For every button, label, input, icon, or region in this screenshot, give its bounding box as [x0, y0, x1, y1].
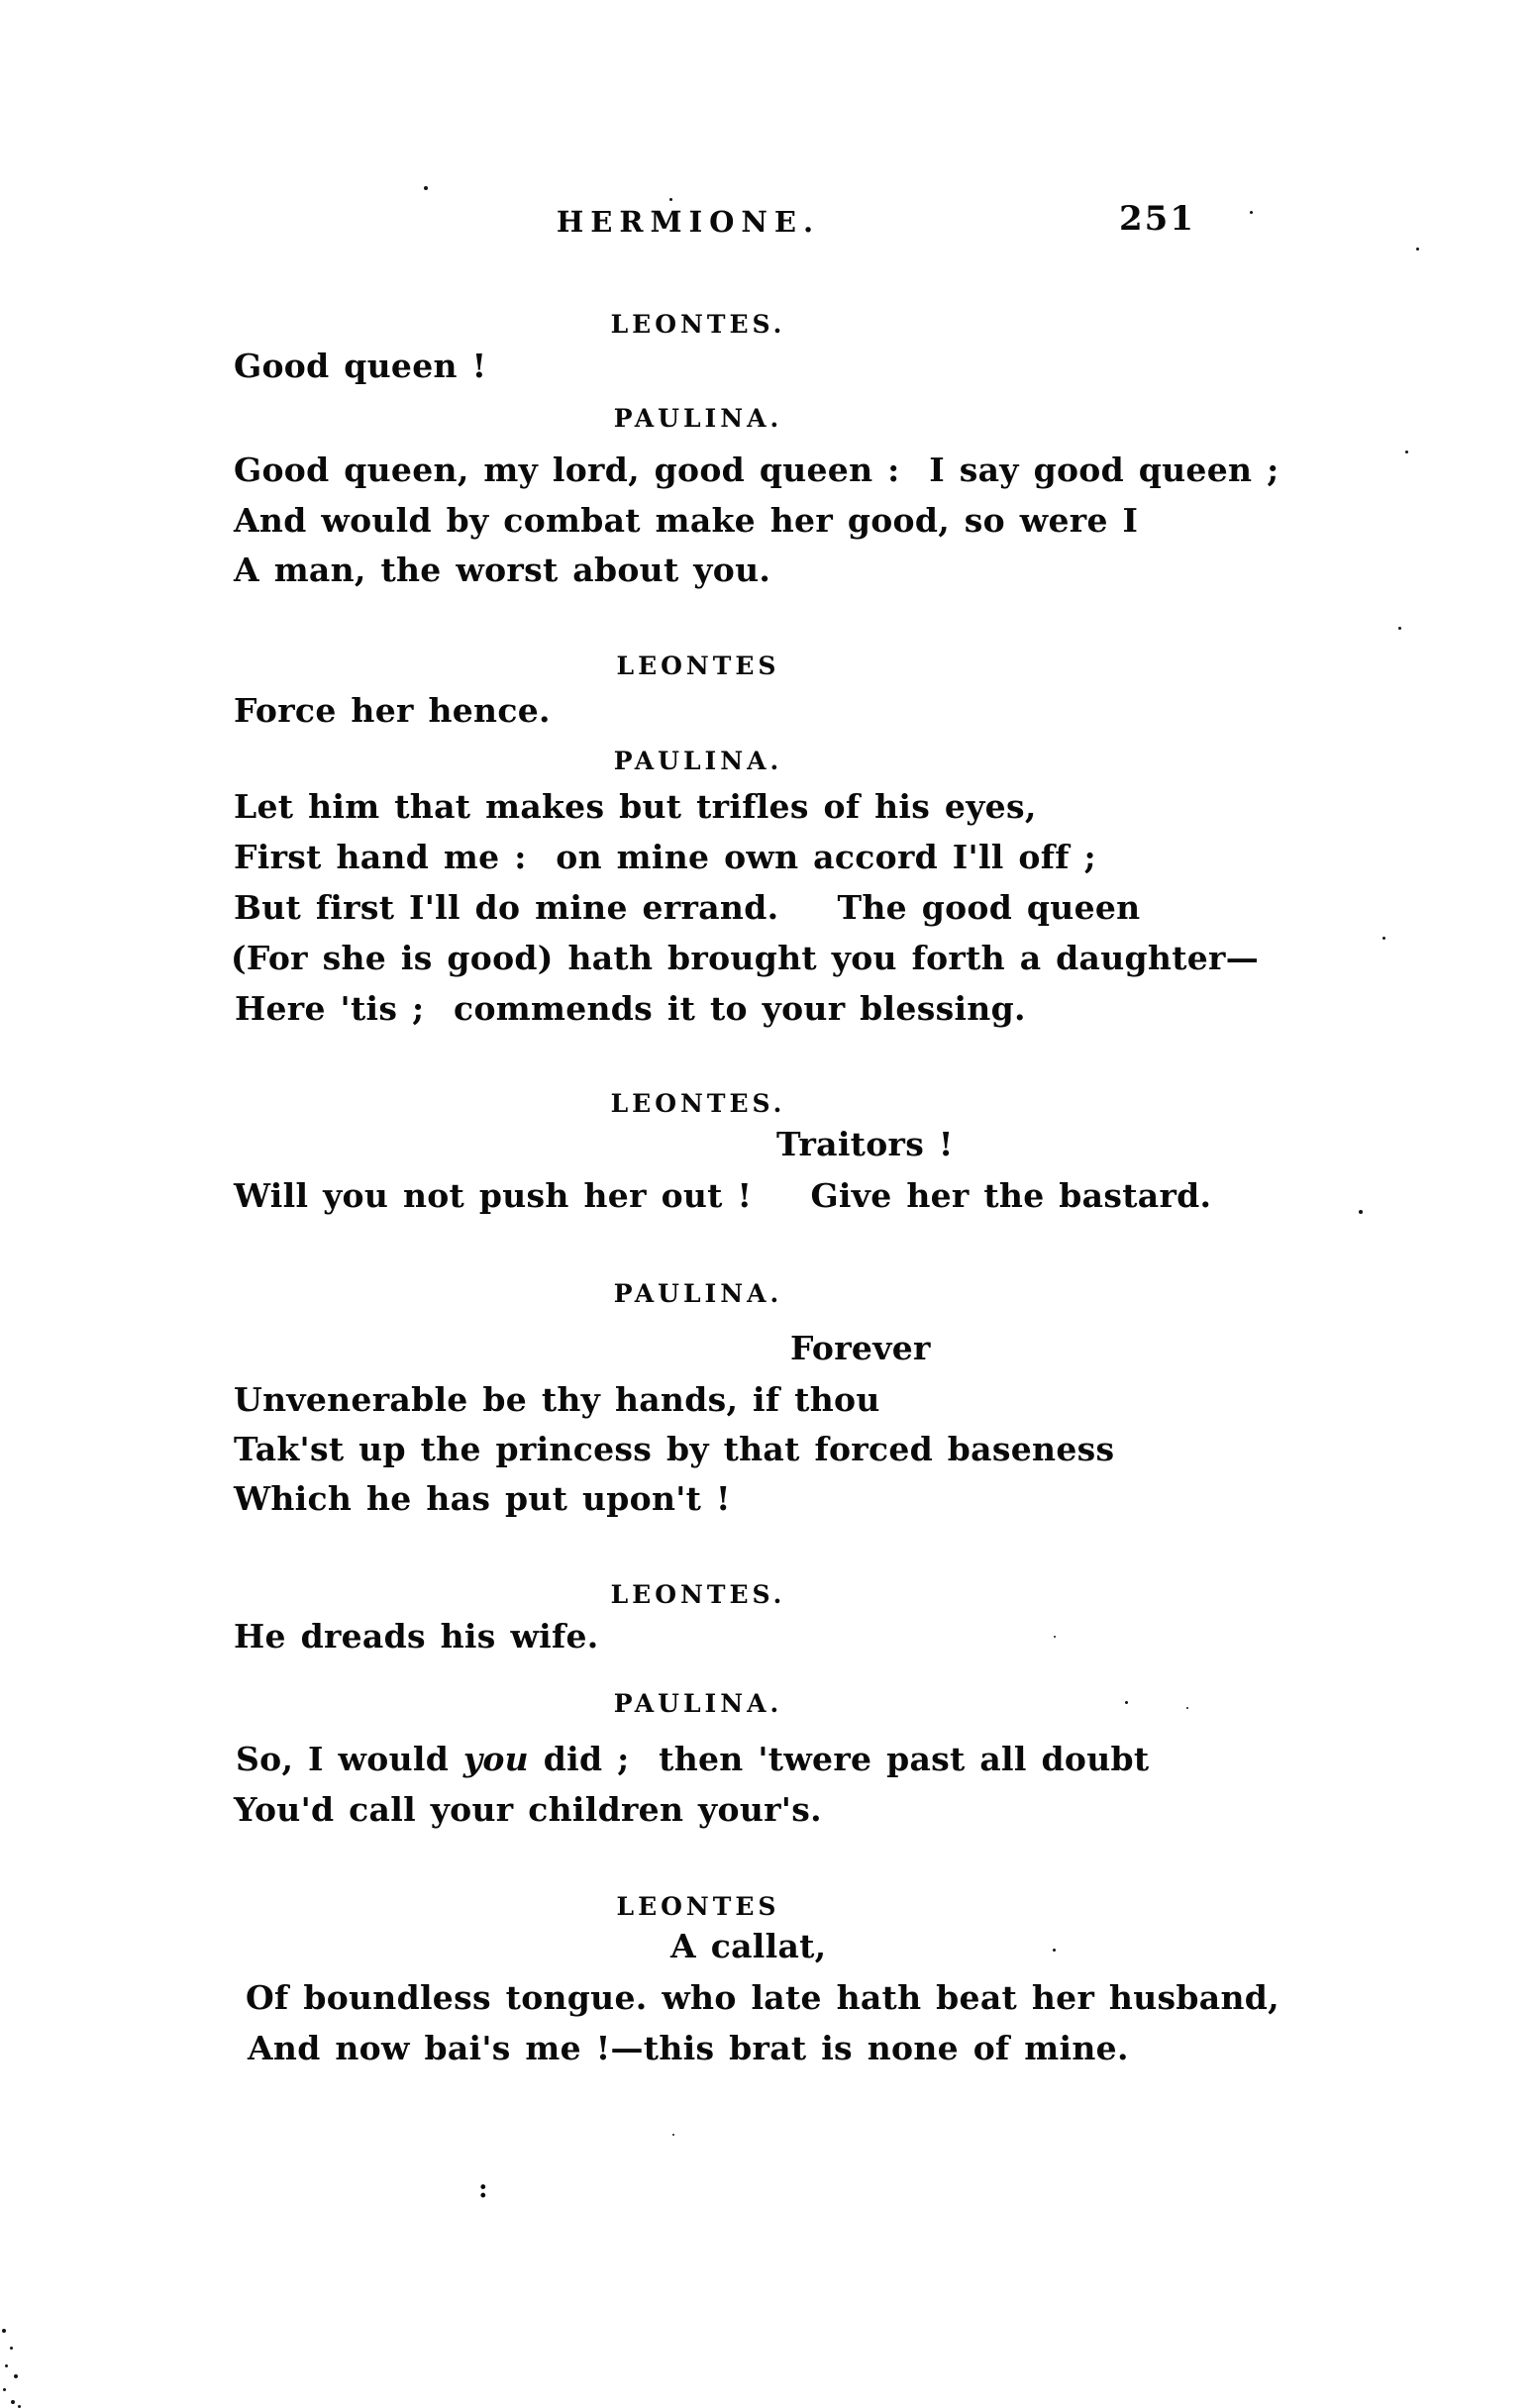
verse-line: Unvenerable be thy hands, if thou — [234, 1380, 880, 1419]
verse-text-italic: you — [462, 1740, 529, 1778]
speaker-heading-paulina-3: PAULINA. — [613, 1279, 783, 1308]
verse-line: He dreads his wife. — [234, 1617, 599, 1656]
verse-line: Of boundless tongue. who late hath beat her husband, — [246, 1978, 1279, 2017]
speaker-heading-paulina-4: PAULINA. — [613, 1689, 783, 1718]
speaker-heading-leontes-2: LEONTES — [616, 652, 780, 680]
scan-speck — [1382, 937, 1385, 940]
scan-speck — [1054, 1636, 1056, 1638]
speaker-heading-paulina-2: PAULINA. — [613, 747, 783, 775]
verse-line: You'd call your children your's. — [234, 1790, 822, 1829]
scan-speck — [3, 2388, 6, 2391]
verse-line-partial: Traitors ! — [776, 1125, 954, 1163]
scan-speck — [5, 2364, 8, 2367]
page-number: 251 — [1119, 199, 1195, 239]
verse-line: Will you not push her out ! Give her the bastard. — [234, 1176, 1212, 1215]
speaker-heading-paulina-1: PAULINA. — [613, 404, 783, 433]
scan-speck — [11, 2400, 15, 2404]
scan-speck — [1359, 1210, 1363, 1214]
verse-line-partial: Forever — [790, 1329, 931, 1367]
running-header-title: HERMIONE. — [556, 205, 821, 239]
scan-speck — [424, 186, 428, 190]
verse-line: But first I'll do mine errand. The good queen — [234, 888, 1141, 927]
verse-line: Force her hence. — [234, 691, 551, 730]
verse-text: So, I would — [236, 1740, 463, 1778]
speaker-heading-leontes-3: LEONTES. — [610, 1089, 786, 1118]
verse-line: Which he has put upon't ! — [234, 1479, 731, 1518]
scan-speck — [1250, 211, 1253, 214]
verse-line-partial: A callat, — [670, 1927, 827, 1965]
scan-speck — [10, 2347, 13, 2350]
scan-speck — [1405, 451, 1408, 453]
scan-speck — [672, 2134, 674, 2136]
scan-speck — [1398, 627, 1401, 630]
verse-line: First hand me : on mine own accord I'll off ; — [234, 838, 1096, 876]
speaker-heading-leontes-1: LEONTES. — [610, 310, 786, 339]
scan-speck — [1053, 1949, 1056, 1952]
verse-line: Tak'st up the princess by that forced baseness — [234, 1430, 1115, 1468]
verse-line: (For she is good) hath brought you forth a daughter— — [231, 939, 1260, 977]
verse-line: And now bai's me !—this brat is none of mine. — [248, 2029, 1129, 2067]
scan-speck — [1186, 1707, 1188, 1709]
verse-line: Here 'tis ; commends it to your blessing. — [235, 989, 1026, 1028]
scan-artifact-mark: : — [478, 2174, 488, 2204]
scan-speck — [1416, 248, 1419, 251]
verse-line: Let him that makes but trifles of his eyes, — [234, 787, 1037, 826]
verse-line — [236, 1740, 1149, 1778]
verse-line: And would by combat make her good, so were I — [234, 501, 1139, 540]
scan-speck — [1125, 1701, 1128, 1704]
verse-text: did ; then 'twere past all doubt — [528, 1740, 1150, 1778]
scan-speck — [669, 198, 672, 201]
verse-line: A man, the worst about you. — [234, 551, 771, 589]
verse-line: Good queen, my lord, good queen : I say good queen ; — [234, 451, 1279, 489]
speaker-heading-leontes-5: LEONTES — [616, 1892, 780, 1921]
speaker-heading-leontes-4: LEONTES. — [610, 1580, 786, 1609]
scan-speck — [14, 2374, 18, 2378]
verse-line: Good queen ! — [234, 347, 487, 385]
scan-speck — [2, 2329, 6, 2333]
